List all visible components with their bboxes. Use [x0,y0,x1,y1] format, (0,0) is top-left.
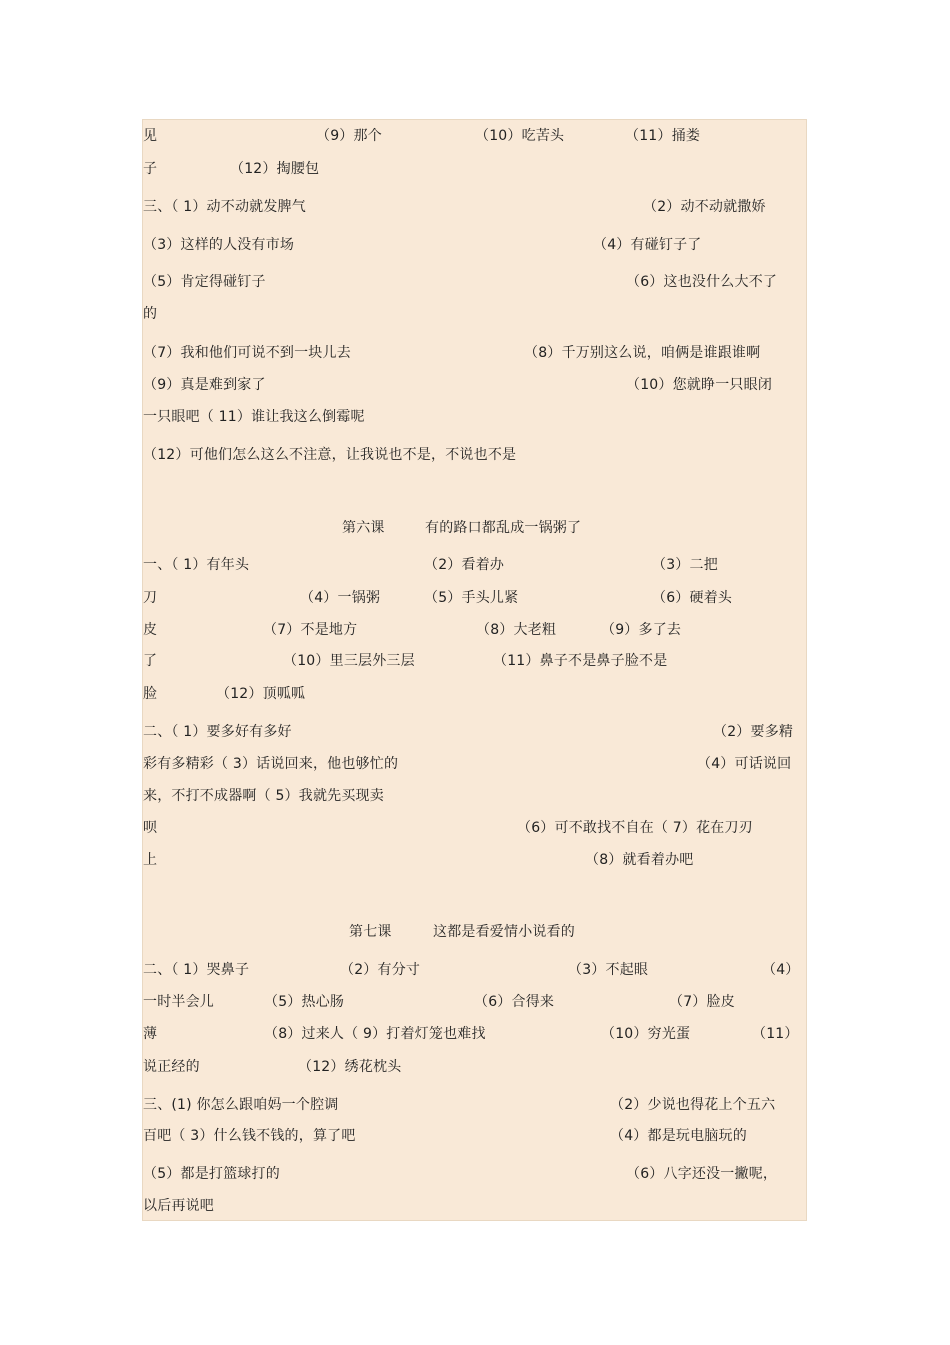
text-line: 百吧（ 3）什么钱不钱的，算了吧 [143,1128,356,1144]
text-line: （4） [762,962,800,978]
text-line: （8）千万别这么说，咱俩是谁跟谁啊 [524,345,761,361]
text-line: 的 [143,306,158,322]
text-line: 二、（ 1）要多好有多好 [143,724,292,740]
text-line: （11）捅娄 [625,128,701,144]
text-line: （9）真是难到家了 [143,377,266,393]
text-line: 二、（ 1）哭鼻子 [143,962,250,978]
text-line: （11） [752,1026,799,1042]
text-line: 三、（ 1）动不动就发脾气 [143,199,306,215]
text-line: （2）少说也得花上个五六 [610,1097,776,1113]
text-line: （10）穷光蛋 [601,1026,691,1042]
text-line: 呗 [143,820,158,836]
text-line: （6）硬着头 [652,590,733,606]
text-line: （10）吃苦头 [475,128,565,144]
text-line: 薄 [143,1026,158,1042]
text-line: （6）可不敢找不自在（ 7）花在刀刃 [517,820,753,836]
text-line: （12）顶呱呱 [216,686,306,702]
text-line: 上 [143,852,158,868]
text-line: 见 [143,128,158,144]
text-line: 一时半会儿 [143,994,214,1010]
text-line: （2）看着办 [424,557,505,573]
text-line: 三、(1) 你怎么跟咱妈一个腔调 [143,1097,339,1113]
text-line: （2）有分寸 [340,962,421,978]
text-line: （3）这样的人没有市场 [143,237,295,253]
text-line: （10）您就睁一只眼闭 [626,377,773,393]
text-line: 了 [143,653,158,669]
text-line: （8）大老粗 [476,622,557,638]
text-line: 彩有多精彩（ 3）话说回来，他也够忙的 [143,756,399,772]
text-line: 说正经的 [143,1059,200,1075]
text-line: （9）那个 [316,128,382,144]
text-line: （8）就看着办吧 [585,852,694,868]
text-line: （5）热心肠 [264,994,345,1010]
text-line: （2）要多精 [713,724,794,740]
text-line: （4）都是玩电脑玩的 [610,1128,747,1144]
text-line: 脸 [143,686,158,702]
text-line: （7）不是地方 [263,622,358,638]
lesson-title: 第六课 [342,520,385,536]
text-line: （8）过来人（ 9）打着灯笼也难找 [264,1026,486,1042]
text-line: 来，不打不成器啊（ 5）我就先买现卖 [143,788,384,804]
text-line: （5）手头儿紧 [424,590,519,606]
text-line: （12）可他们怎么这么不注意，让我说也不是，不说也不是 [143,447,517,463]
text-line: （7）我和他们可说不到一块儿去 [143,345,351,361]
text-line: （3）二把 [652,557,718,573]
text-line: （6）合得来 [474,994,555,1010]
lesson-subtitle: 有的路口都乱成一锅粥了 [425,520,582,536]
text-line: （10）里三层外三层 [283,653,415,669]
text-line: 皮 [143,622,158,638]
text-line: （7）脸皮 [669,994,735,1010]
text-line: （5）都是打篮球打的 [143,1166,280,1182]
text-line: （6）八字还没一撇呢， [626,1166,778,1182]
text-line: （9）多了去 [601,622,682,638]
text-line: （2）动不动就撒娇 [643,199,766,215]
lesson-subtitle: 这都是看爱情小说看的 [433,924,575,940]
text-line: （3）不起眼 [568,962,649,978]
text-line: （4）有碰钉子了 [593,237,702,253]
text-line: 以后再说吧 [143,1198,214,1214]
text-line: 子 [143,161,158,177]
text-line: （5）肯定得碰钉子 [143,274,266,290]
text-line: （4）一锅粥 [300,590,381,606]
text-line: （11）鼻子不是鼻子脸不是 [493,653,668,669]
text-line: （12）绣花枕头 [298,1059,402,1075]
text-line: （12）掏腰包 [230,161,320,177]
text-line: （4）可话说回 [697,756,792,772]
lesson-title: 第七课 [349,924,392,940]
text-line: 一只眼吧（ 11）谁让我这么倒霉呢 [143,409,365,425]
text-line: （6）这也没什么大不了 [626,274,778,290]
text-line: 刀 [143,590,158,606]
text-line: 一、（ 1）有年头 [143,557,250,573]
